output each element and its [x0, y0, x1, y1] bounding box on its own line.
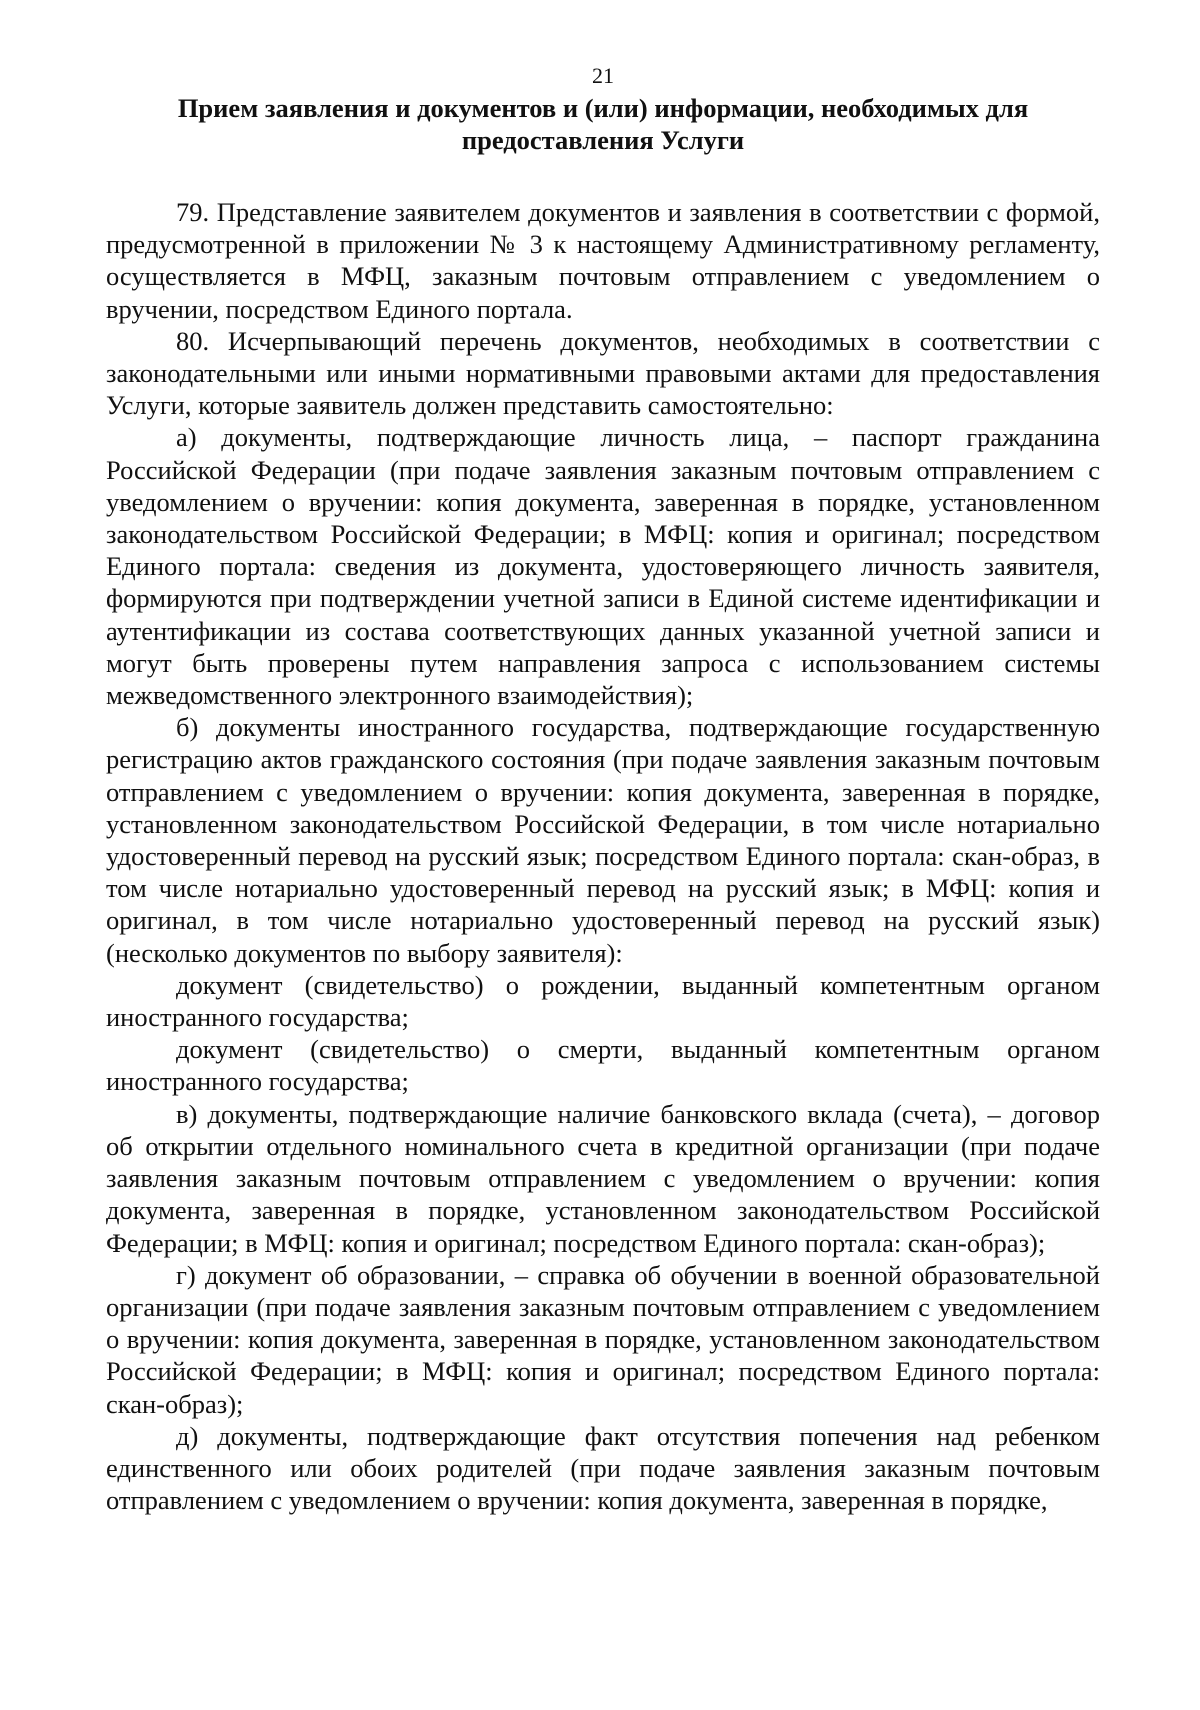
page-number: 21: [592, 63, 614, 88]
document-body: [106, 196, 1100, 1516]
paragraph-item-a: а) документы, подтверждающие личность лица, – паспорт гражданина Российской Федерации (при подаче заявления заказным почтовым отправлением с уведомлением о вручении: копия документа, заверенная в порядке, установленном законодательством Российской Федерации; в МФЦ: копия и оригинал; посредством Единого портала: сведения из документа, удостоверяющего личность заявителя, формируются при подтверждении учетной записи в Единой системе идентификации и аутентификации из состава соответствующих данных указанной учетной записи и могут быть проверены путем направления запроса с использованием системы межведомственного электронного взаимодействия);: [106, 422, 1100, 711]
paragraph-79: 79. Представление заявителем документов и заявления в соответствии с формой, предусмотренной в приложении № 3 к настоящему Административному регламенту, осуществляется в МФЦ, заказным почтовым отправлением с уведомлением о вручении, посредством Единого портала.: [106, 197, 1100, 324]
paragraph-birth-certificate: документ (свидетельство) о рождении, выданный компетентным органом иностранного государства;: [106, 969, 1100, 1033]
paragraph-80: 80. Исчерпывающий перечень документов, необходимых в соответствии с законодательными или иными нормативными правовыми актами для предоставления Услуги, которые заявитель должен представить самостоятельно:: [106, 325, 1100, 421]
section-heading: [106, 92, 1100, 156]
section-heading-line-2: предоставления Услуги: [461, 125, 745, 155]
section-heading-line-1: Прием заявления и документов и (или) информации, необходимых для: [177, 93, 1029, 123]
paragraph-death-certificate: документ (свидетельство) о смерти, выданный компетентным органом иностранного государства;: [106, 1034, 1100, 1097]
paragraph-item-d: д) документы, подтверждающие факт отсутствия попечения над ребенком единственного или обоих родителей (при подаче заявления заказным почтовым отправлением с уведомлением о вручении: копия документа, заверенная в порядке,: [106, 1420, 1100, 1516]
paragraph-item-v: в) документы, подтверждающие наличие банковского вклада (счета), – договор об открытии отдельного номинального счета в кредитной организации (при подаче заявления заказным почтовым отправлением с уведомлением о вручении: копия документа, заверенная в порядке, установленном законодательством Российской Федерации; в МФЦ: копия и оригинал; посредством Единого портала: скан-образ);: [106, 1098, 1100, 1258]
paragraph-item-g: г) документ об образовании, – справка об обучении в военной образовательной организации (при подаче заявления заказным почтовым отправлением с уведомлением о вручении: копия документа, заверенная в порядке, установленном законодательством Российской Федерации; в МФЦ: копия и оригинал; посредством Единого портала: скан-образ);: [106, 1259, 1100, 1419]
paragraph-item-b: б) документы иностранного государства, подтверждающие государственную регистрацию актов гражданского состояния (при подаче заявления заказным почтовым отправлением с уведомлением о вручении: копия документа, заверенная в порядке, установленном законодательством Российской Федерации, в том числе нотариально удостоверенный перевод на русский язык; посредством Единого портала: скан-образ, в том числе нотариально удостоверенный перевод на русский язык; в МФЦ: копия и оригинал, в том числе нотариально удостоверенный перевод на русский язык) (несколько документов по выбору заявителя):: [106, 712, 1100, 968]
